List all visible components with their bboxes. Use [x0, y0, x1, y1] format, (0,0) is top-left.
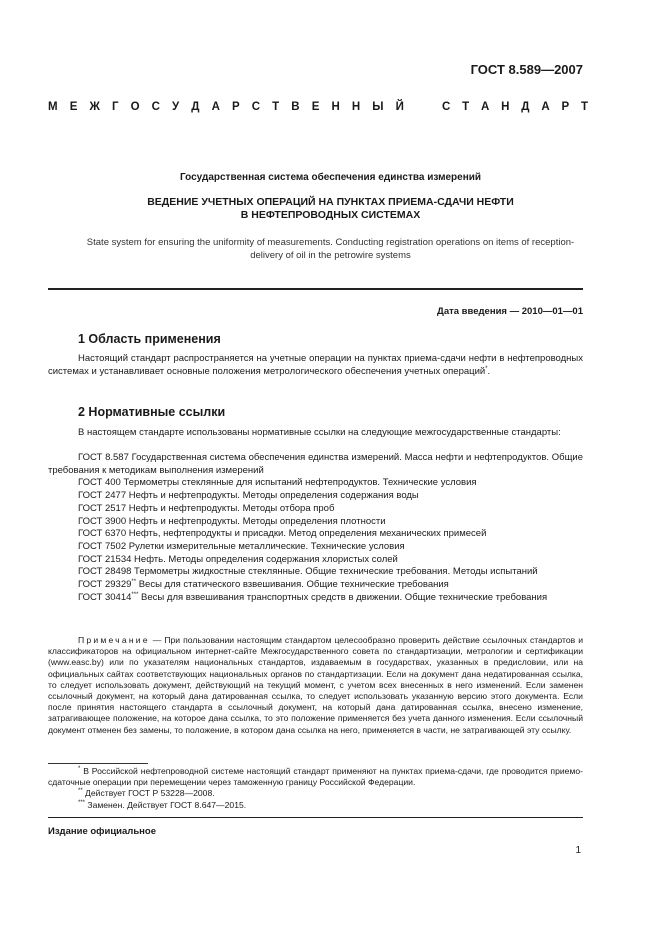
title-divider	[48, 288, 583, 290]
reference-item	[48, 477, 583, 490]
footnote-mark: **	[78, 788, 83, 795]
reference-item	[48, 541, 583, 554]
reference-code: ГОСТ 29329	[78, 579, 132, 591]
banner-letter: Д	[521, 101, 530, 113]
main-title-line-2: В НЕФТЕПРОВОДНЫХ СИСТЕМАХ	[240, 209, 421, 221]
banner-letter: Г	[111, 101, 119, 113]
footnote-mark: ***	[78, 799, 86, 806]
section-1-heading: 1 Область применения	[78, 332, 221, 346]
banner-letter: Р	[561, 101, 570, 113]
reference-item	[48, 579, 583, 592]
reference-text: ГОСТ 400 Термометры стеклянные для испытаний нефтепродуктов. Технические условия	[78, 477, 477, 489]
banner-letter: Н	[331, 101, 340, 113]
reference-item	[48, 503, 583, 516]
banner-word-interstate	[48, 101, 404, 115]
banner-letter: Е	[311, 101, 320, 113]
section-1-end: .	[487, 365, 491, 377]
reference-text: ГОСТ 21534 Нефть. Методы определения содержания хлористых солей	[78, 553, 398, 565]
note-label: Примечание	[78, 635, 150, 645]
reference-item	[48, 566, 583, 579]
banner-letter: У	[172, 101, 180, 113]
footer-divider	[48, 817, 583, 818]
reference-item	[48, 452, 583, 477]
footnote-item	[48, 766, 583, 788]
main-title-line-1: ВЕДЕНИЕ УЧЕТНЫХ ОПЕРАЦИЙ НА ПУНКТАХ ПРИЕМА-СДАЧИ НЕФТИ	[147, 196, 514, 208]
banner-letter: А	[481, 101, 490, 113]
banner-letter: Й	[395, 101, 404, 113]
banner-letter: С	[442, 101, 451, 113]
footnote-ref-1[interactable]: *	[485, 365, 488, 372]
banner-letter: Р	[231, 101, 240, 113]
banner-letter: Н	[351, 101, 361, 113]
normative-references-list	[48, 452, 583, 604]
english-title-line-1: State system for ensuring the uniformity of measurements. Conducting registration operations on items of reception-	[86, 237, 575, 248]
reference-item	[48, 554, 583, 567]
introduction-date: Дата введения — 2010—01—01	[437, 306, 583, 317]
banner-letter: С	[251, 101, 261, 113]
section-2-intro: В настоящем стандарте использованы нормативные ссылки на следующие межгосударственные стандарты:	[78, 427, 561, 438]
system-title: Государственная система обеспечения единства измерений	[179, 172, 482, 183]
footnote-text: Заменен. Действует ГОСТ 8.647—2015.	[85, 799, 247, 810]
reference-text: ГОСТ 28498 Термометры жидкостные стеклянные. Общие технические требования. Методы испытаний	[78, 566, 538, 578]
standard-banner	[48, 101, 588, 115]
banner-word-standard	[442, 101, 588, 115]
footnote-mark: *	[78, 766, 81, 773]
section-2-heading: 2 Нормативные ссылки	[78, 405, 226, 419]
main-title	[78, 196, 583, 222]
reference-item	[48, 516, 583, 529]
footnote-text: Действует ГОСТ Р 53228—2008.	[82, 788, 215, 799]
footnote-ref[interactable]: **	[131, 578, 137, 585]
banner-letter: О	[130, 101, 140, 113]
reference-code: ГОСТ 30414	[78, 591, 132, 603]
reference-item	[48, 592, 583, 605]
footnote-ref[interactable]: ***	[131, 591, 139, 598]
reference-item	[48, 528, 583, 541]
reference-text: Весы для взвешивания транспортных средств в движении. Общие технические требования	[138, 591, 548, 603]
note-paragraph	[48, 635, 583, 736]
banner-letter: А	[541, 101, 550, 113]
reference-text: ГОСТ 3900 Нефть и нефтепродукты. Методы определения плотности	[78, 515, 386, 527]
banner-letter: С	[151, 101, 160, 113]
english-title-line-2: delivery of oil in the petrowire systems	[250, 250, 411, 261]
banner-letter: В	[291, 101, 300, 113]
banner-letter: Ы	[372, 101, 384, 113]
reference-text: ГОСТ 2477 Нефть и нефтепродукты. Методы определения содержания воды	[78, 490, 419, 502]
reference-text: ГОСТ 7502 Рулетки измерительные металлические. Технические условия	[78, 540, 405, 552]
reference-text: ГОСТ 8.587 Государственная система обеспечения единства измерений. Масса нефти и нефтепродуктов. Общие требования к методикам выполнения измерений	[48, 452, 583, 476]
reference-item	[48, 490, 583, 503]
footnote-separator	[48, 763, 148, 764]
footnotes	[48, 766, 583, 811]
page-number: 1	[575, 845, 581, 856]
banner-letter: Т	[580, 101, 588, 113]
footnote-item	[48, 788, 583, 799]
banner-letter: Т	[462, 101, 470, 113]
banner-letter: Ж	[89, 101, 100, 113]
reference-text: ГОСТ 6370 Нефть, нефтепродукты и присадки. Метод определения механических примесей	[78, 528, 487, 540]
banner-letter: Е	[69, 101, 78, 113]
reference-text: ГОСТ 2517 Нефть и нефтепродукты. Методы отбора проб	[78, 502, 335, 514]
edition-label: Издание официальное	[48, 826, 156, 837]
footnote-item	[48, 800, 583, 811]
english-title	[78, 236, 583, 262]
footnote-text: В Российской нефтепроводной системе настоящий стандарт применяют на пунктах приема-сдачи, где проводится приемо-сдаточные операции при перемещении через таможенную границу Российской Федерации.	[48, 766, 583, 788]
section-1-text	[48, 353, 583, 378]
reference-text: Весы для статического взвешивания. Общие технические требования	[136, 579, 449, 591]
note-text: — При пользовании настоящим стандартом целесообразно проверить действие ссылочных стандартов и классификаторов на официальном интернет-сайте Межгосударственного совета по стандартизации, метрологии и сертификации (www.easc.by) или по указателям национальных стандартов, издаваемым в государствах, указанных в предисловии, или на официальных сайтах соответствующих национальных органов по стандартизации. Если на документ дана недатированная ссылка, то следует использовать документ, действующий на текущий момент, с учетом всех внесенных в него изменений. Если заменен ссылочный документ, на который дана датированная ссылка, то следует использовать указанную версию этого документа. Если после принятия настоящего стандарта в ссылочный документ, на который дана датированная ссылка, внесено изменение, затрагивающее положение, на которое дана ссылка, то это положение применяется без учета данного изменения. Если ссылочный документ отменен без замены, то положение, в котором дана ссылка на него, применяется в части, не затрагивающей эту ссылку.	[48, 635, 583, 735]
banner-letter: Д	[191, 101, 200, 113]
banner-letter: Н	[501, 101, 510, 113]
banner-letter: А	[211, 101, 220, 113]
banner-letter: Т	[272, 101, 280, 113]
section-1-body: Настоящий стандарт распространяется на учетные операции на пунктах приема-сдачи нефти в нефтепроводных системах и устанавливает основные положения метрологического обеспечения учетных операций	[48, 353, 583, 377]
banner-letter: М	[48, 101, 58, 113]
document-number: ГОСТ 8.589—2007	[470, 62, 583, 77]
